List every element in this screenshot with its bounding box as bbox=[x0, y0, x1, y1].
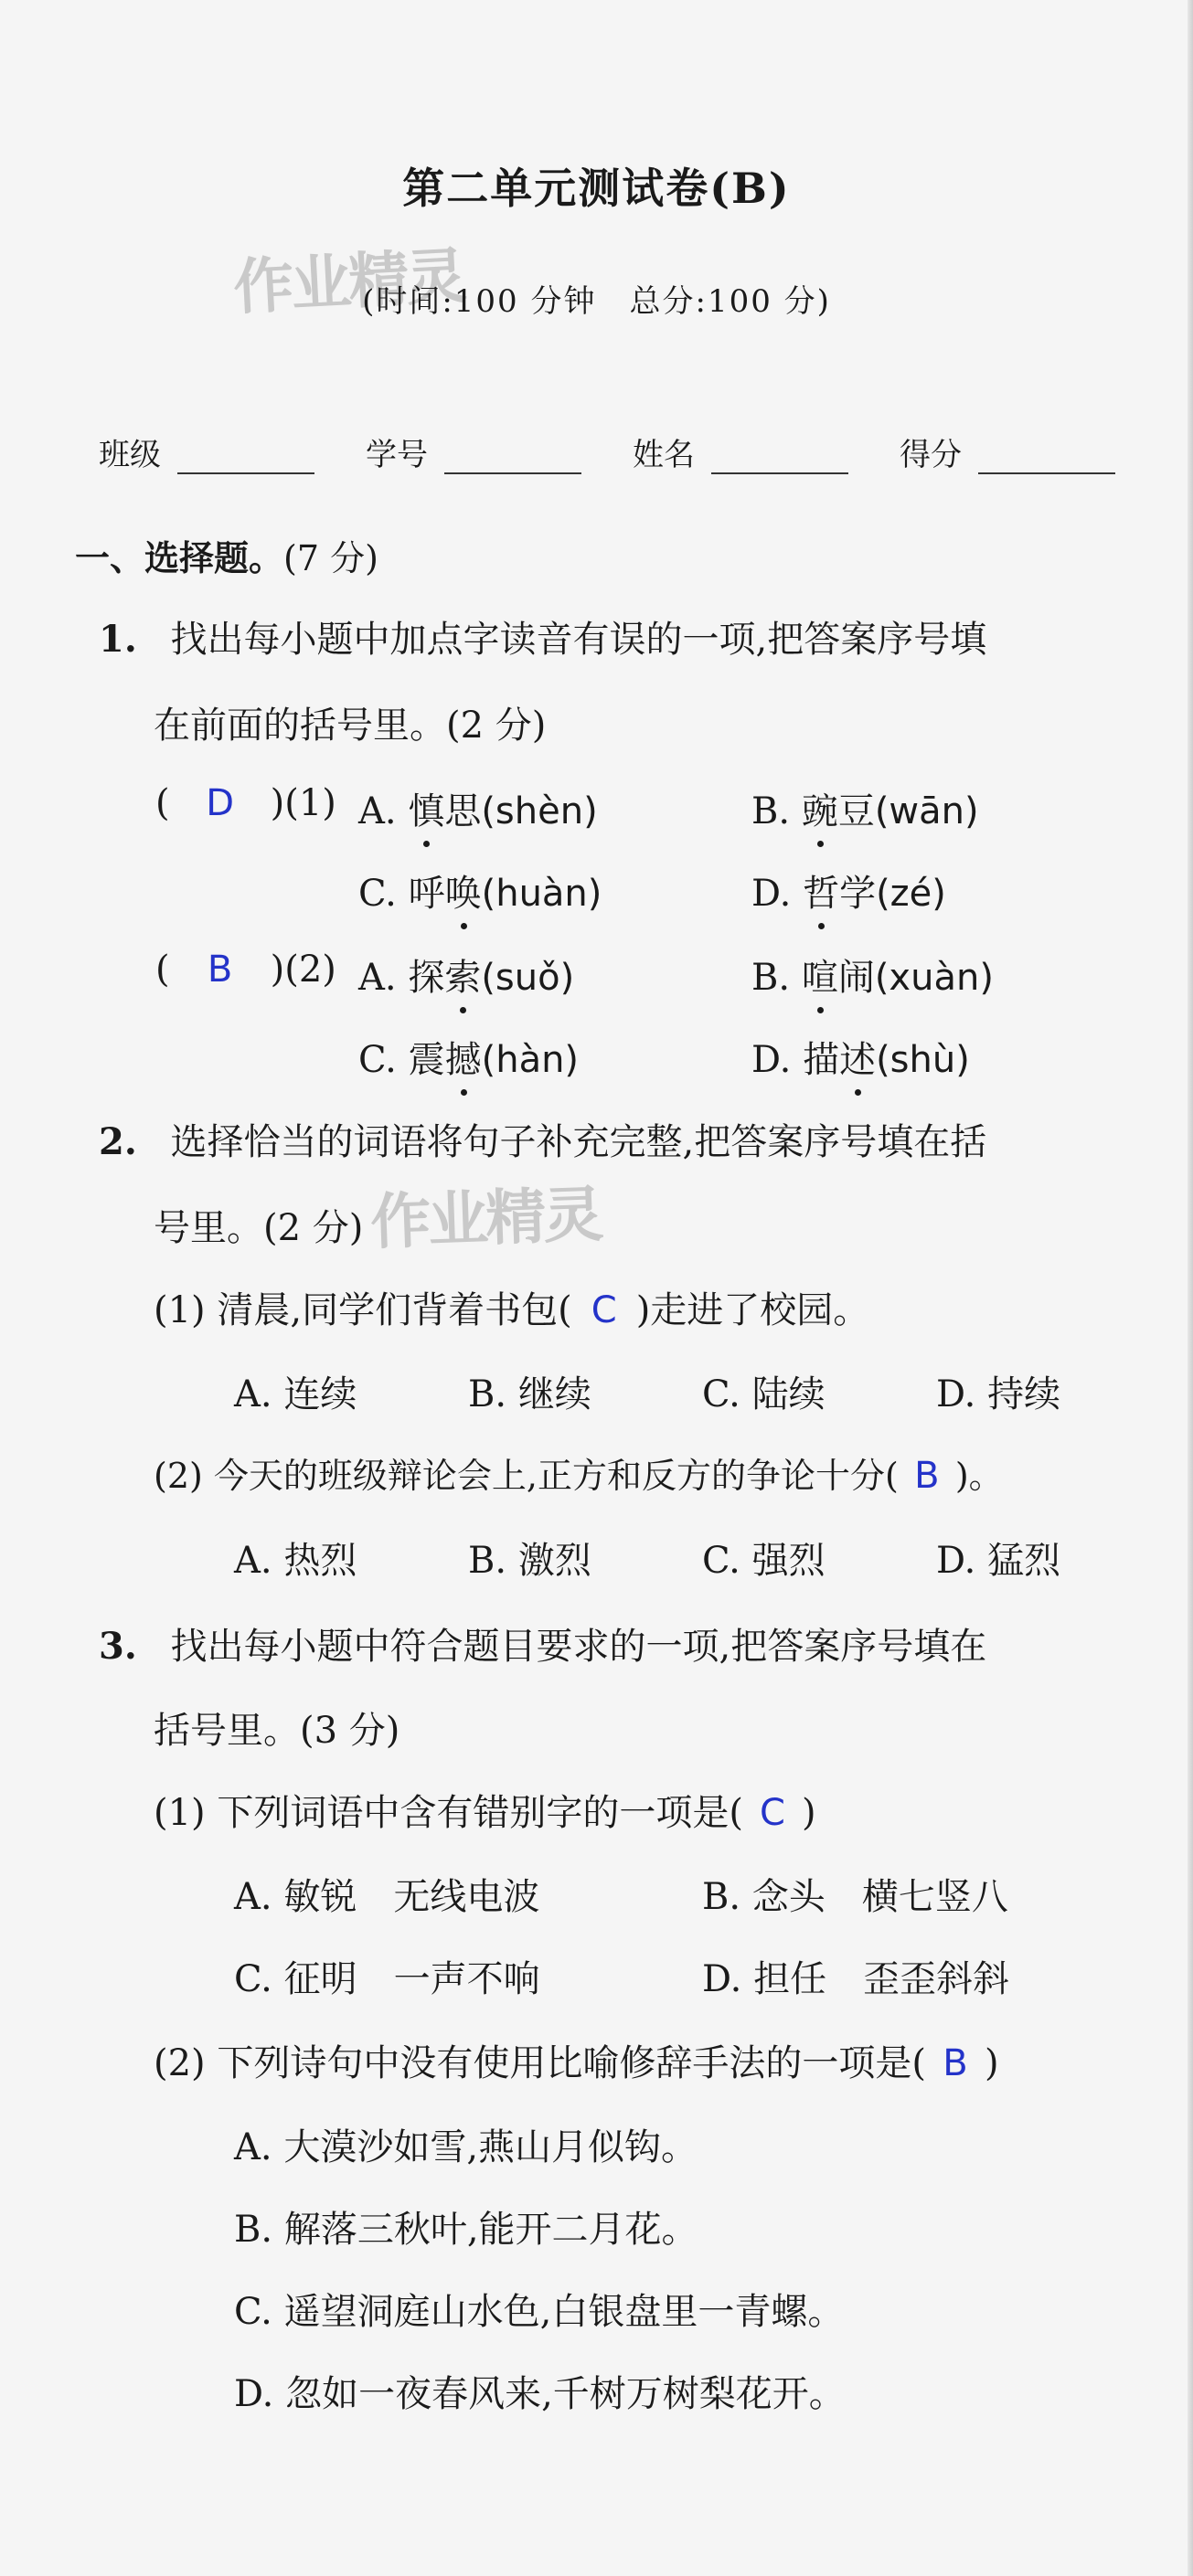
id-field bbox=[366, 429, 581, 474]
q3-stem-line2: 括号里。(3 分) bbox=[154, 1710, 400, 1752]
q3-item1-answer: C bbox=[760, 1792, 785, 1834]
q2-stem-line2: 号里。(2 分) bbox=[154, 1207, 364, 1249]
q2-item1-option: C. 陆续 bbox=[702, 1373, 826, 1415]
emphasis-dot-char: 喧 bbox=[802, 949, 838, 1001]
id-label: 学号 bbox=[366, 437, 428, 473]
q1-item2-option-c: C. 震撼(hàn) bbox=[358, 1031, 579, 1083]
q1-item1-option-c: C. 呼唤(huàn) bbox=[358, 864, 602, 917]
q2-item1-sentence: (1) 清晨,同学们背着书包( C )走进了校园。 bbox=[154, 1289, 870, 1331]
q3-item2-option-a: A. 大漠沙如雪,燕山月似钩。 bbox=[234, 2126, 698, 2168]
q3-item2-option-c: C. 遥望洞庭山水色,白银盘里一青螺。 bbox=[234, 2291, 845, 2333]
q1-item1-number: (1) bbox=[284, 782, 336, 824]
q3-item1-option-a: A. 敏锐 无线电波 bbox=[234, 1876, 540, 1918]
q1-item2-number: (2) bbox=[284, 949, 336, 991]
q1-item1-answer-box: ( D )(1) bbox=[155, 782, 336, 824]
q1-item1-option-b: B. 豌豆(wān) bbox=[751, 782, 979, 834]
watermark-top: 作业精灵 bbox=[231, 240, 466, 323]
section-heading bbox=[75, 530, 378, 580]
q3-stem-text1: 找出每小题中符合题目要求的一项,把答案序号填在 bbox=[170, 1626, 987, 1668]
q2-number: 2. bbox=[99, 1120, 137, 1163]
q3-item2-sentence: (2) 下列诗句中没有使用比喻修辞手法的一项是( B ) bbox=[154, 2042, 999, 2084]
emphasis-dot-char: 豌 bbox=[802, 782, 838, 834]
q1-item2-answer: B bbox=[207, 949, 233, 991]
q1-stem-line1 bbox=[99, 610, 986, 663]
q3-item1-option-c: C. 征明 一声不响 bbox=[234, 1958, 540, 2000]
q2-item2-option: C. 强烈 bbox=[702, 1540, 826, 1582]
q1-item1-option-a: A. 慎思(shèn) bbox=[358, 782, 598, 834]
q1-stem-text1: 找出每小题中加点字读音有误的一项,把答案序号填 bbox=[170, 619, 987, 661]
emphasis-dot-char: 撼 bbox=[445, 1031, 482, 1083]
q2-item2-answer: B bbox=[914, 1455, 940, 1497]
q1-item2-option-b: B. 喧闹(xuàn) bbox=[751, 949, 994, 1001]
emphasis-dot-char: 唤 bbox=[445, 864, 482, 917]
q1-stem-line2: 在前面的括号里。(2 分) bbox=[154, 705, 547, 747]
class-label: 班级 bbox=[99, 437, 161, 473]
q2-item1-option: A. 连续 bbox=[234, 1373, 357, 1415]
q2-item1-option: B. 继续 bbox=[468, 1373, 591, 1415]
q2-item2-option: D. 猛烈 bbox=[936, 1540, 1061, 1582]
score-label: 得分 bbox=[900, 437, 962, 473]
q3-stem-line1 bbox=[99, 1617, 986, 1670]
name-blank[interactable] bbox=[711, 447, 848, 474]
emphasis-dot-char: 哲 bbox=[803, 864, 839, 917]
id-blank[interactable] bbox=[444, 447, 581, 474]
section-title: 一、选择题。 bbox=[75, 537, 284, 578]
q2-item1-option: D. 持续 bbox=[936, 1373, 1061, 1415]
emphasis-dot-char: 慎 bbox=[408, 782, 444, 834]
q3-item2-option-d: D. 忽如一夜春风来,千树万树梨花开。 bbox=[234, 2373, 846, 2415]
emphasis-dot-char: 述 bbox=[839, 1031, 876, 1083]
q3-item2-answer: B bbox=[943, 2042, 968, 2084]
page-subtitle: (时间:100 分钟 总分:100 分) bbox=[362, 283, 831, 320]
watermark-middle: 作业精灵 bbox=[368, 1179, 602, 1258]
score-blank[interactable] bbox=[978, 447, 1115, 474]
q2-item2-option: B. 激烈 bbox=[468, 1540, 591, 1582]
q3-item1-sentence: (1) 下列词语中含有错别字的一项是( C ) bbox=[154, 1792, 816, 1834]
q3-item1-option-b: B. 念头 横七竖八 bbox=[702, 1876, 1008, 1918]
q1-item1-answer: D bbox=[206, 782, 235, 824]
q1-item2-answer-box: ( B )(2) bbox=[155, 949, 336, 991]
q1-item2-option-d: D. 描述(shù) bbox=[751, 1031, 970, 1083]
q2-item2-sentence: (2) 今天的班级辩论会上,正方和反方的争论十分( B )。 bbox=[154, 1455, 1004, 1497]
q3-item2-option-b: B. 解落三秋叶,能开二月花。 bbox=[234, 2209, 698, 2251]
q1-item2-option-a: A. 探索(suǒ) bbox=[358, 949, 574, 1001]
score-field bbox=[900, 429, 1115, 474]
name-field bbox=[633, 429, 848, 474]
class-blank[interactable] bbox=[177, 447, 314, 474]
emphasis-dot-char: 索 bbox=[444, 949, 481, 1001]
page-edge-shadow bbox=[1188, 0, 1193, 2576]
q3-number: 3. bbox=[99, 1625, 137, 1668]
page-title: 第二单元测试卷(B) bbox=[402, 164, 791, 213]
section-points: (7 分) bbox=[283, 538, 378, 578]
q2-stem-text1: 选择恰当的词语将句子补充完整,把答案序号填在括 bbox=[170, 1121, 987, 1163]
q3-item1-option-d: D. 担任 歪歪斜斜 bbox=[702, 1958, 1010, 2000]
q2-stem-line1 bbox=[99, 1113, 986, 1165]
q1-item1-option-d: D. 哲学(zé) bbox=[751, 864, 946, 917]
q2-item2-option: A. 热烈 bbox=[234, 1540, 357, 1582]
q2-item1-answer: C bbox=[591, 1289, 617, 1331]
name-label: 姓名 bbox=[633, 437, 695, 473]
class-field bbox=[99, 429, 314, 474]
q1-number: 1. bbox=[99, 618, 137, 661]
